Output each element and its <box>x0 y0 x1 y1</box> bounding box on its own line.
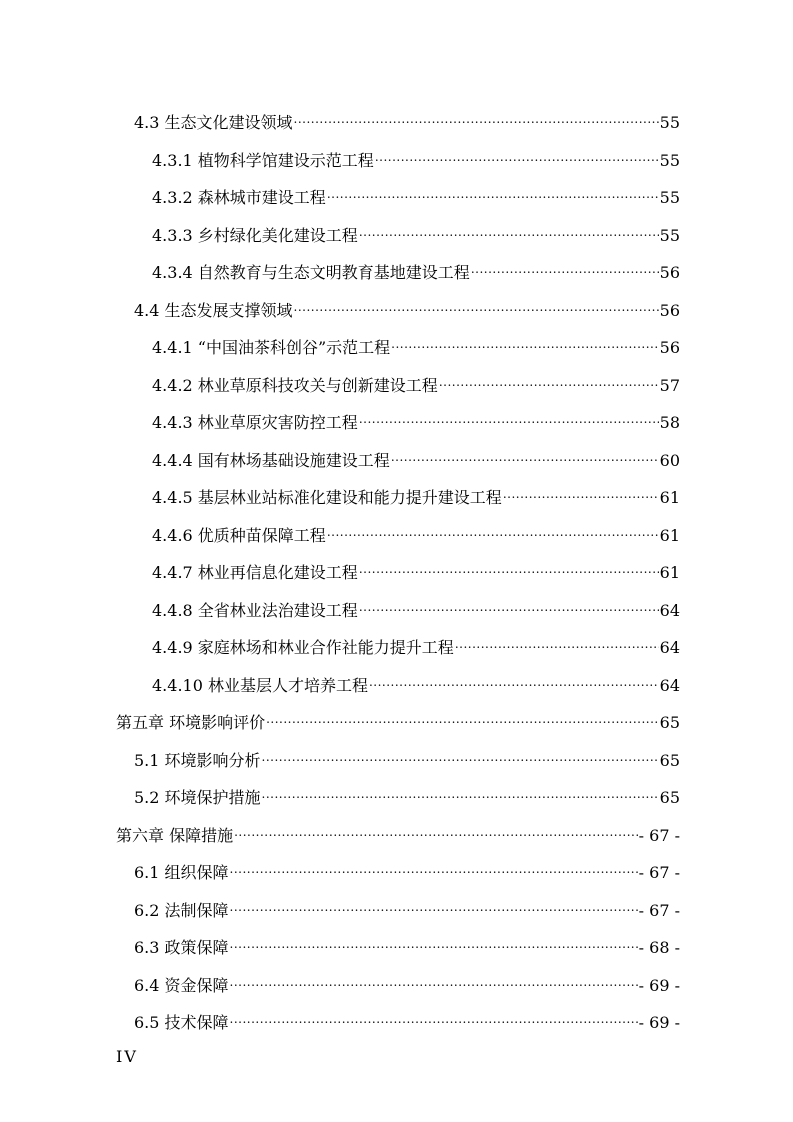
toc-entry-title: 4.3.1 植物科学馆建设示范工程 <box>152 150 374 170</box>
toc-chapter-entry[interactable] <box>116 821 680 846</box>
toc-entry[interactable] <box>152 333 680 358</box>
toc-entry-page: 64 <box>659 600 680 620</box>
page-number: IV <box>116 1047 138 1066</box>
toc-entry-page: 58 <box>659 413 680 432</box>
toc-leader <box>439 371 659 391</box>
toc-entry-title: 4.4.3 林业草原灾害防控工程 <box>152 413 358 432</box>
toc-entry[interactable] <box>152 558 680 583</box>
toc-leader <box>262 783 659 803</box>
toc-entry[interactable] <box>134 971 680 996</box>
toc-entry[interactable] <box>134 896 680 921</box>
toc-entry-title: 4.3.2 森林城市建设工程 <box>152 188 326 207</box>
toc-entry[interactable] <box>152 483 680 508</box>
toc-entry[interactable] <box>152 671 680 696</box>
toc-entry-title: 4.3 生态文化建设领域 <box>134 113 293 132</box>
toc-entry[interactable] <box>152 258 680 283</box>
toc-entry-page: 61 <box>659 525 680 545</box>
toc-entry-title: 4.4.4 国有林场基础设施建设工程 <box>152 450 390 470</box>
toc-entry-page: 55 <box>659 188 680 207</box>
toc-entry[interactable] <box>152 221 680 246</box>
toc-entry-page: 61 <box>659 488 680 507</box>
toc-entry[interactable] <box>152 596 680 621</box>
toc-leader <box>230 971 638 991</box>
toc-chapter-entry[interactable] <box>116 708 680 733</box>
toc-entry[interactable] <box>134 746 680 771</box>
toc-entry-page: - 67 - <box>638 863 680 882</box>
toc-entry-page: 64 <box>659 675 680 695</box>
toc-entry-page: 65 <box>659 788 680 807</box>
toc-entry-title: 4.4.8 全省林业法治建设工程 <box>152 600 358 620</box>
toc-entry-page: - 69 - <box>638 1013 680 1032</box>
toc-leader <box>359 558 659 578</box>
toc-entry-title: 4.4.10 林业基层人才培养工程 <box>152 675 368 695</box>
toc-leader <box>369 671 659 691</box>
toc-entry-title: 6.3 政策保障 <box>134 938 229 957</box>
toc-entry-title: 6.2 法制保障 <box>134 900 229 920</box>
toc-entry-page: - 68 - <box>638 938 680 957</box>
toc-leader <box>327 521 659 541</box>
toc-entry-page: 61 <box>659 563 680 582</box>
toc-entry-page: 55 <box>659 225 680 245</box>
toc-entry-title: 6.4 资金保障 <box>134 975 229 995</box>
toc-entry-page: 57 <box>659 375 680 395</box>
toc-entry-page: 64 <box>659 638 680 657</box>
toc-entry[interactable] <box>152 371 680 396</box>
toc-leader <box>234 821 638 841</box>
toc-entry[interactable] <box>152 521 680 546</box>
toc-entry-title: 4.4.5 基层林业站标准化建设和能力提升建设工程 <box>152 488 502 507</box>
toc-entry[interactable] <box>134 108 680 133</box>
toc-entry-title: 4.4.9 家庭林场和林业合作社能力提升工程 <box>152 638 454 657</box>
toc-entry-page: 56 <box>659 263 680 282</box>
toc-leader <box>359 408 659 428</box>
toc-leader <box>375 146 659 166</box>
toc-entry-page: 56 <box>659 300 680 320</box>
toc-entry-title: 4.4 生态发展支撑领域 <box>134 300 293 320</box>
toc-entry-page: 65 <box>659 713 680 732</box>
toc-entry[interactable] <box>134 858 680 883</box>
toc-entry[interactable] <box>152 408 680 433</box>
toc-entry[interactable] <box>134 1008 680 1033</box>
toc-entry-title: 4.4.6 优质种苗保障工程 <box>152 525 326 545</box>
toc-entry[interactable] <box>152 146 680 171</box>
toc-entry-page: - 69 - <box>638 975 680 995</box>
toc-leader <box>262 746 659 766</box>
toc-entry-page: - 67 - <box>638 825 680 845</box>
toc-entry-title: 4.3.4 自然教育与生态文明教育基地建设工程 <box>152 263 470 282</box>
toc-leader <box>359 221 659 241</box>
toc-leader <box>471 258 659 278</box>
toc-leader <box>359 596 659 616</box>
toc-entry-page: 55 <box>659 150 680 170</box>
toc-entry-title: 4.3.3 乡村绿化美化建设工程 <box>152 225 358 245</box>
toc-entry-page: 56 <box>659 338 680 357</box>
toc-entry[interactable] <box>134 933 680 958</box>
toc-entry-title: 6.5 技术保障 <box>134 1013 229 1032</box>
toc-entry-title: 4.4.1 “中国油茶科创谷”示范工程 <box>152 338 391 357</box>
toc-entry-title: 4.4.7 林业再信息化建设工程 <box>152 563 358 582</box>
toc-entry-title: 5.2 环境保护措施 <box>134 788 261 807</box>
toc-leader <box>391 446 659 466</box>
toc-leader <box>327 183 659 203</box>
toc-entry-page: 65 <box>659 750 680 770</box>
toc-entry-title: 5.1 环境影响分析 <box>134 750 261 770</box>
toc-leader <box>391 333 658 353</box>
toc-entry-title: 第六章 保障措施 <box>116 825 234 845</box>
toc-leader <box>294 296 659 316</box>
toc-entry-title: 4.4.2 林业草原科技攻关与创新建设工程 <box>152 375 438 395</box>
toc-leader <box>230 933 638 953</box>
toc-leader <box>294 108 659 128</box>
toc-leader <box>455 633 659 653</box>
toc-leader <box>503 483 659 503</box>
toc-entry-title: 6.1 组织保障 <box>134 863 229 882</box>
toc-leader <box>230 858 638 878</box>
toc-entry-page: 60 <box>659 450 680 470</box>
toc-entry[interactable] <box>152 183 680 208</box>
toc-leader <box>266 708 659 728</box>
toc-entry[interactable] <box>134 783 680 808</box>
toc-entry[interactable] <box>134 296 680 321</box>
toc-entry-title: 第五章 环境影响评价 <box>116 713 266 732</box>
toc-entry-page: - 67 - <box>638 900 680 920</box>
toc-entry-page: 55 <box>659 113 680 132</box>
toc-leader <box>230 896 638 916</box>
toc-leader <box>230 1008 638 1028</box>
toc-entry[interactable] <box>152 446 680 471</box>
toc-entry[interactable] <box>152 633 680 658</box>
